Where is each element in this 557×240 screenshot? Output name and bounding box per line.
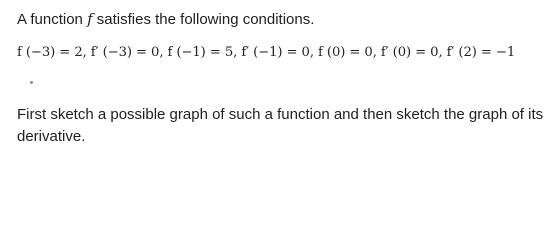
conditions-equation: f (−3) = 2, f′ (−3) = 0, f (−1) = 5, f′ (−1) = 0, f (0) = 0, f′ (0) = 0, f′ (2) = −1 (17, 45, 516, 60)
intro-text-start: A function (17, 11, 88, 28)
function-symbol: f (87, 10, 93, 28)
task-instruction: First sketch a possible graph of such a function and then sketch the graph of its derivative. (17, 106, 544, 145)
intro-text-end: satisfies the following conditions. (92, 11, 315, 28)
intro-line (17, 9, 314, 30)
bullet-dot (30, 81, 33, 84)
